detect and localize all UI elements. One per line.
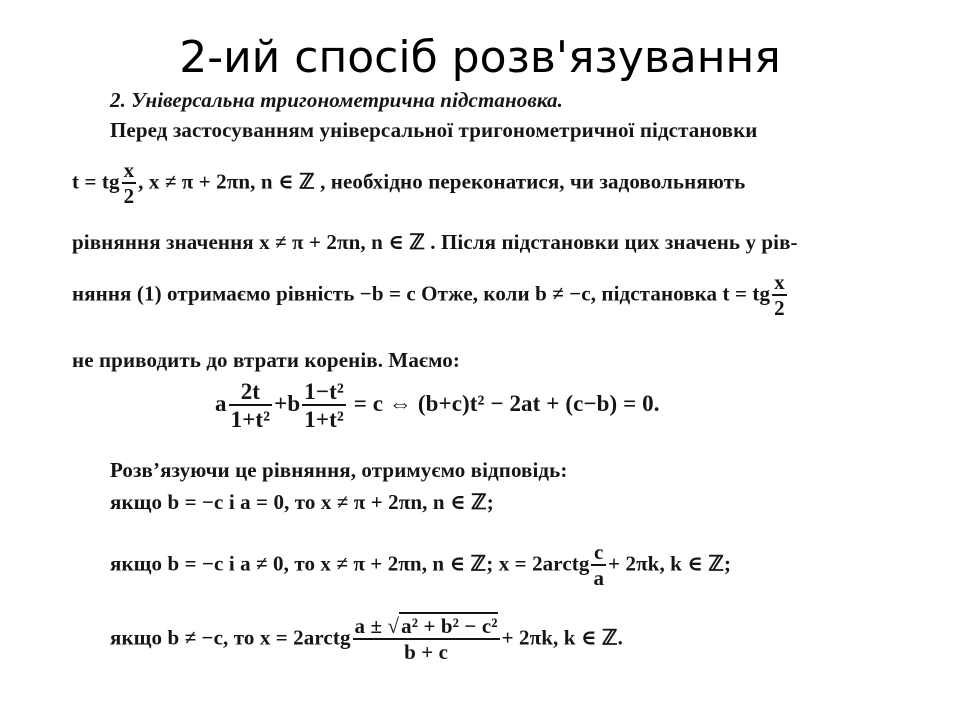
case-3-tail: + 2πk, k ∈ ℤ. bbox=[501, 625, 623, 650]
fraction-numerator: c bbox=[591, 542, 606, 566]
case-2-tail: + 2πk, k ∈ ℤ; bbox=[608, 551, 732, 576]
fraction-numerator: x bbox=[774, 270, 785, 294]
t-equals-tg: t = tg bbox=[72, 169, 120, 194]
paragraph-line-4 bbox=[72, 272, 789, 319]
fraction-denominator: a bbox=[593, 566, 605, 590]
paragraph-line-3: рівняння значення x ≠ π + 2πn, n ∈ ℤ . Після підстановки цих значень у рів- bbox=[72, 230, 798, 254]
fraction-c-over-a bbox=[591, 542, 606, 589]
main-equation bbox=[215, 380, 660, 431]
eq-fraction-1-denominator: 1+t² bbox=[230, 407, 271, 432]
case-2-text: якщо b = −c і a ≠ 0, то x ≠ π + 2πn, n ∈ ℤ; x = 2arctg bbox=[110, 551, 590, 576]
numerator-a-plus-minus: a ± bbox=[354, 614, 383, 638]
solution-case-3 bbox=[110, 616, 623, 663]
solution-case-2 bbox=[110, 542, 731, 589]
case-3-text: якщо b ≠ −c, то x = 2arctg bbox=[110, 625, 351, 650]
eq-fraction-2-numerator: 1−t² bbox=[304, 379, 344, 404]
fraction-denominator: b + c bbox=[404, 640, 449, 664]
eq-fraction-1-numerator: 2t bbox=[229, 380, 273, 406]
paragraph-line-1: Перед застосуванням універсальної тригонометричної підстановки bbox=[110, 118, 758, 142]
fraction-denominator: 2 bbox=[123, 184, 135, 208]
slide-title: 2-ий спосіб розв'язування bbox=[179, 32, 781, 83]
solution-case-1: якщо b = −c і a = 0, то x ≠ π + 2πn, n ∈ ℤ; bbox=[110, 490, 494, 514]
fraction-x-over-2 bbox=[772, 272, 787, 319]
fraction-numerator: x bbox=[123, 158, 135, 182]
eq-coefficient-a: a bbox=[215, 390, 227, 416]
fraction-numerator: a ± √a² + b² − c² bbox=[354, 614, 498, 638]
eq-equivalent-form: = c ⇔ (b+c)t² − 2at + (c−b) = 0. bbox=[353, 390, 660, 416]
solution-intro: Розв’язуючи це рівняння, отримуємо відповідь: bbox=[110, 458, 568, 482]
eq-fraction-2 bbox=[302, 380, 346, 431]
paragraph-line-2 bbox=[72, 160, 745, 207]
fraction-denominator: 2 bbox=[774, 296, 785, 320]
paragraph-line-5: не приводить до втрати коренів. Маємо: bbox=[72, 348, 460, 372]
eq-fraction-1 bbox=[229, 380, 273, 431]
eq-fraction-2-denominator: 1+t² bbox=[304, 407, 344, 432]
eq-plus-b: +b bbox=[274, 390, 301, 416]
section-heading: 2. Універсальна тригонометрична підстановка. bbox=[110, 88, 563, 112]
fraction-quadratic-root bbox=[353, 616, 500, 663]
fraction-x-over-2 bbox=[122, 160, 137, 207]
domain-condition-text: , x ≠ π + 2πn, n ∈ ℤ , необхідно переконатися, чи задовольняють bbox=[138, 169, 746, 194]
sqrt-radicand: a² + b² − c² bbox=[401, 614, 498, 638]
substitution-text: няння (1) отримаємо рівність −b = c Отже, коли b ≠ −c, підстановка t = tg bbox=[72, 281, 771, 306]
